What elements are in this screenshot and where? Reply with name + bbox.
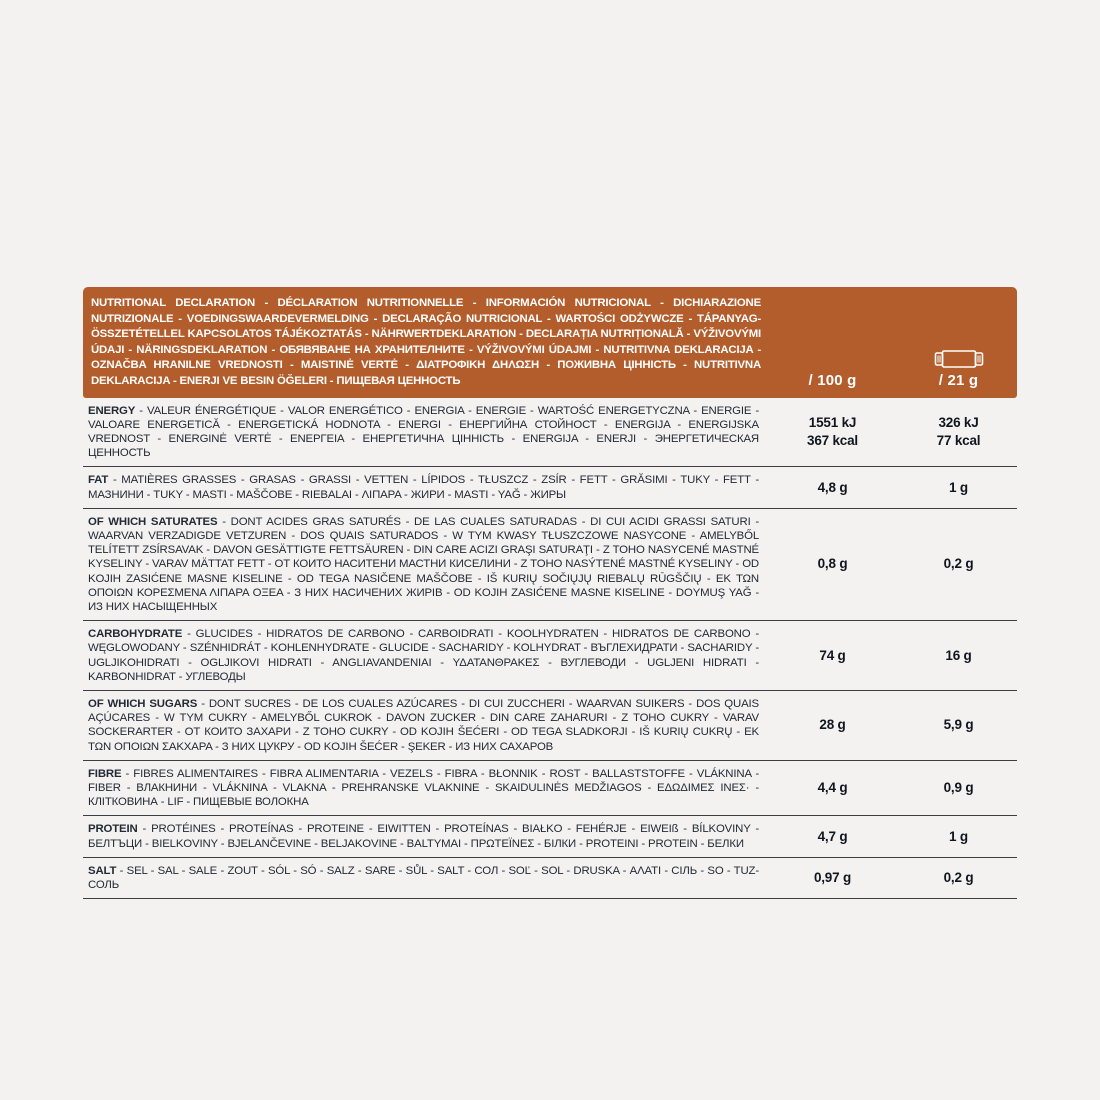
row-translations: - VALEUR ÉNERGÉTIQUE - VALOR ENERGÉTICO - ENERGIA - ENERGIE - WARTOŚĆ ENERGETYCZNA - ENERGIE - VALOARE ENERGETICĂ - ENERGETICKÁ HODNOTA - ENERGI - ЕНЕРГИЙНА СТОЙНОСТ - ENERGIJA - ENERGIJSKA VREDNOST - ENERGINĖ VERTĖ - ΕΝΕΡΓΕΙΑ - ЕНЕРГЕТИЧНА ЦІННІСТЬ - ENERGIJA - ENERJI - ЭНЕРГЕТИЧЕСКАЯ ЦЕННОСТЬ: [88, 404, 760, 460]
row-label: PROTEIN: [88, 823, 138, 836]
row-text: [83, 691, 765, 760]
table-row-fibre: [83, 761, 1017, 817]
table-row-fat: [83, 467, 1017, 508]
per100-value-line1: 4,8 g: [817, 479, 848, 495]
per21-value: [900, 858, 1017, 898]
row-text: [83, 398, 765, 467]
per21-header: [900, 287, 1017, 398]
row-label: FIBRE: [88, 767, 122, 780]
row-translations: - GLUCIDES - HIDRATOS DE CARBONO - CARBOIDRATI - KOOLHYDRATEN - HIDRATOS DE CARBONO - WĘGLOWODANY - SZÉNHIDRÁT - KOHLENHYDRATE - GLUCIDE - SACHARIDY - KOLHYDRAT - ВЪГЛЕХИДРАТИ - SACHARIDY - UGLJIKOHIDRATI - OGLJIKOVI HIDRATI - ANGLIAVANDENIAI - ΥΔΑΤΑΝΘΡΑΚΕΣ - ВУГЛЕВОДИ - UGLJENI HIDRATI - KARBONHIDRAT - УГЛЕВОДЫ: [88, 628, 759, 683]
per100-value: [765, 691, 900, 760]
per21-value: [900, 761, 1017, 816]
per21-value: [900, 509, 1017, 620]
row-label: ENERGY: [88, 404, 136, 417]
row-text: [83, 467, 765, 507]
per100-header: [765, 287, 900, 398]
per100-value-line1: 1551 kJ: [808, 414, 857, 430]
per21-value-line2: 77 kcal: [936, 432, 981, 448]
per21-value-line1: 0,2 g: [943, 556, 974, 572]
per100-value: [765, 816, 900, 856]
per100-value: [765, 761, 900, 816]
per21-value-line1: 0,9 g: [943, 780, 974, 796]
table-header: [83, 287, 1017, 398]
per100-value-line1: 0,8 g: [817, 556, 848, 572]
per100-value: [765, 398, 900, 467]
per21-value-line1: 1 g: [949, 828, 968, 844]
row-translations: - PROTÉINES - PROTEÍNAS - PROTEINE - EIWITTEN - PROTEÍNAS - BIAŁKO - FEHÉRJE - EIWEIß - BÍLKOVINY - БЕЛТЪЦИ - BIELKOVINY - BJELANČEVINE - BELJAKOVINE - BALTYMAI - ΠΡΩΤΕΪΝΕΣ - БІЛКИ - PROTEINI - PROTEIN - БЕЛКИ: [88, 823, 760, 850]
table-row-energy: [83, 398, 1017, 468]
per100-value-line1: 28 g: [819, 717, 846, 733]
row-text: [83, 761, 765, 816]
per100-value-line1: 74 g: [819, 647, 846, 663]
per21-value: [900, 621, 1017, 690]
table-row-salt: [83, 858, 1017, 899]
row-label: SALT: [88, 864, 117, 877]
per100-value: [765, 509, 900, 620]
row-label: OF WHICH SATURATES: [88, 515, 218, 528]
row-translations: - DONT SUCRES - DE LOS CUALES AZÚCARES - DI CUI ZUCCHERI - WAARVAN SUIKERS - DOS QUAIS AÇÚCARES - W TYM CUKRY - AMELYBŐL CUKROK - DAVON ZUCKER - DIN CARE ZAHARURI - Z TOHO CUKRY - VARAV SOCKERARTER - ОТ КОИТО ЗАХАРИ - Z TOHO CUKRY - OD KOJIH ŠEĆERI - OD TEGA SLADKORJI - IŠ KURIŲ CUKRŲ - ΕΚ ΤΩΝ ΟΠΟΙΩΝ ΣΑΚΧΑΡΑ - З НИХ ЦУКРУ - OD KOJIH ŠEĆER - ŞEKER - ИЗ НИХ САХАРОВ: [88, 698, 759, 753]
per100-value-line1: 4,4 g: [817, 780, 848, 796]
per21-header-label: / 21 g: [938, 371, 979, 389]
per100-value: [765, 858, 900, 898]
row-translations: - FIBRES ALIMENTAIRES - FIBRA ALIMENTARIA - VEZELS - FIBRA - BŁONNIK - ROST - BALLASTSTOFFE - VLÁKNINA - FIBER - ВЛАКНИНИ - VLÁKNINA - VLAKNA - PREHRANSKE VLAKNINE - SKAIDULINĖS MEDŽIAGOS - ΕΔΩΔΙΜΕΣ ΙΝΕΣ· - КЛІТКОВИНА - LIF - ПИЩЕВЫЕ ВОЛОКНА: [88, 767, 760, 809]
row-translations: - DONT ACIDES GRAS SATURÉS - DE LAS CUALES SATURADAS - DI CUI ACIDI GRASSI SATURI - WAARVAN VERZADIGDE VETZUREN - DOS QUAIS SATURADOS - W TYM KWASY TŁUSZCZOWE NASYCONE - AMELYBŐL TELÍTETT ZSÍRSAVAK - DAVON GESÄTTIGTE FETTSÄUREN - DIN CARE ACIZI GRAŞI SATURAŢI - Z TOHO NASYCENÉ MASTNÉ KYSELINY - VARAV MÄTTAT FETT - ОТ КОИТО НАСИТЕНИ МАСТНИ КИСЕЛИНИ - Z TOHO NASÝTENÉ MASTNÉ KYSELINY - OD KOJIH ZASIĆENE MASNE KISELINE - OD TEGA NASIČENE MAŠČOBE - IŠ KURIŲ SOČIŲJŲ RIEBALŲ RŪGŠČIŲ - ΕΚ ΤΩΝ ΟΠΟΙΩΝ ΚΟΡΕΣΜΕΝΑ ΛΙΠΑΡΑ ΟΞΕΑ - З НИХ НАСИЧЕНИХ ЖИРІВ - OD KOJIH ZASIĆENE MASNE KISELINE - DOYMUŞ YAĞ - ИЗ НИХ НАСЫЩЕННЫХ: [88, 515, 759, 613]
row-text: [83, 816, 765, 856]
nutrition-table: [83, 287, 1017, 899]
per100-value: [765, 467, 900, 507]
row-translations: - MATIÈRES GRASSES - GRASAS - GRASSI - VETTEN - LÍPIDOS - TŁUSZCZ - ZSÍR - FETT - GRĂSIMI - TUKY - FETT - МАЗНИНИ - TUKY - MASTI - MAŠČOBE - RIEBALAI - ΛΙΠΑΡΑ - ЖИРИ - MASTI - YAĞ - ЖИРЫ: [88, 474, 759, 501]
per21-value: [900, 467, 1017, 507]
per100-value-line1: 0,97 g: [813, 870, 852, 886]
header-title: NUTRITIONAL DECLARATION - DÉCLARATION NUTRITIONNELLE - INFORMACIÓN NUTRICIONAL - DICHIARAZIONE NUTRIZIONALE - VOEDINGSWAARDEVERMELDING - DECLARAÇÃO NUTRICIONAL - WARTOŚCI ODŻYWCZE - TÁPANYAG-ÖSSZETÉTELLEL KAPCSOLATOS TÁJÉKOZTATÁS - NÄHRWERTDEKLARATION - DECLARAȚIA NUTRIȚIONALĂ - VÝŽIVOVÝMI ÚDAJI - NÄRINGSDEKLARATION - ОБЯВЯВАНЕ НА ХРАНИТЕЛНИТЕ - VÝŽIVOVÝMI ÚDAJMI - NUTRITIVNA DEKLARACIJA - OZNAČBA HRANILNE VREDNOSTI - MAISTINĖ VERTĖ - ΔΙΑΤΡΟΦΙΚΗ ΔΗΛΩΣΗ - ПОЖИВНА ЦІННІСТЬ - NUTRITIVNA DEKLARACIJA - ENERJI VE BESIN ÖĞELERI - ПИЩЕВАЯ ЦЕННОСТЬ: [91, 297, 761, 387]
row-text: [83, 509, 765, 620]
table-row-sugars: [83, 691, 1017, 761]
per100-header-label: / 100 g: [808, 371, 857, 389]
per21-value-line1: 326 kJ: [938, 414, 979, 430]
row-text: [83, 858, 765, 898]
per21-value: [900, 816, 1017, 856]
row-label: CARBOHYDRATE: [88, 628, 183, 641]
table-row-saturates: [83, 509, 1017, 621]
per21-value: [900, 398, 1017, 467]
per100-value: [765, 621, 900, 690]
per21-value-line1: 5,9 g: [943, 717, 974, 733]
per100-value-line1: 4,7 g: [817, 828, 848, 844]
per21-value: [900, 691, 1017, 760]
row-translations: - SEL - SAL - SALE - ZOUT - SÓL - SÓ - SALZ - SARE - SŮL - SALT - СОЛ - SOĽ - SOL - DRUSKA - ΑΛΑΤΙ - СІЛЬ - SO - TUZ- СОЛЬ: [88, 864, 759, 892]
per100-value-line2: 367 kcal: [807, 432, 858, 448]
per21-value-line1: 0,2 g: [943, 870, 974, 886]
row-text: [83, 621, 765, 690]
table-row-protein: [83, 816, 1017, 857]
per21-value-line1: 16 g: [945, 647, 972, 663]
cereal-bar-icon: [934, 349, 984, 369]
row-label: FAT: [88, 474, 109, 487]
row-label: OF WHICH SUGARS: [88, 698, 198, 711]
table-row-carbohydrate: [83, 621, 1017, 691]
per21-value-line1: 1 g: [949, 479, 968, 495]
